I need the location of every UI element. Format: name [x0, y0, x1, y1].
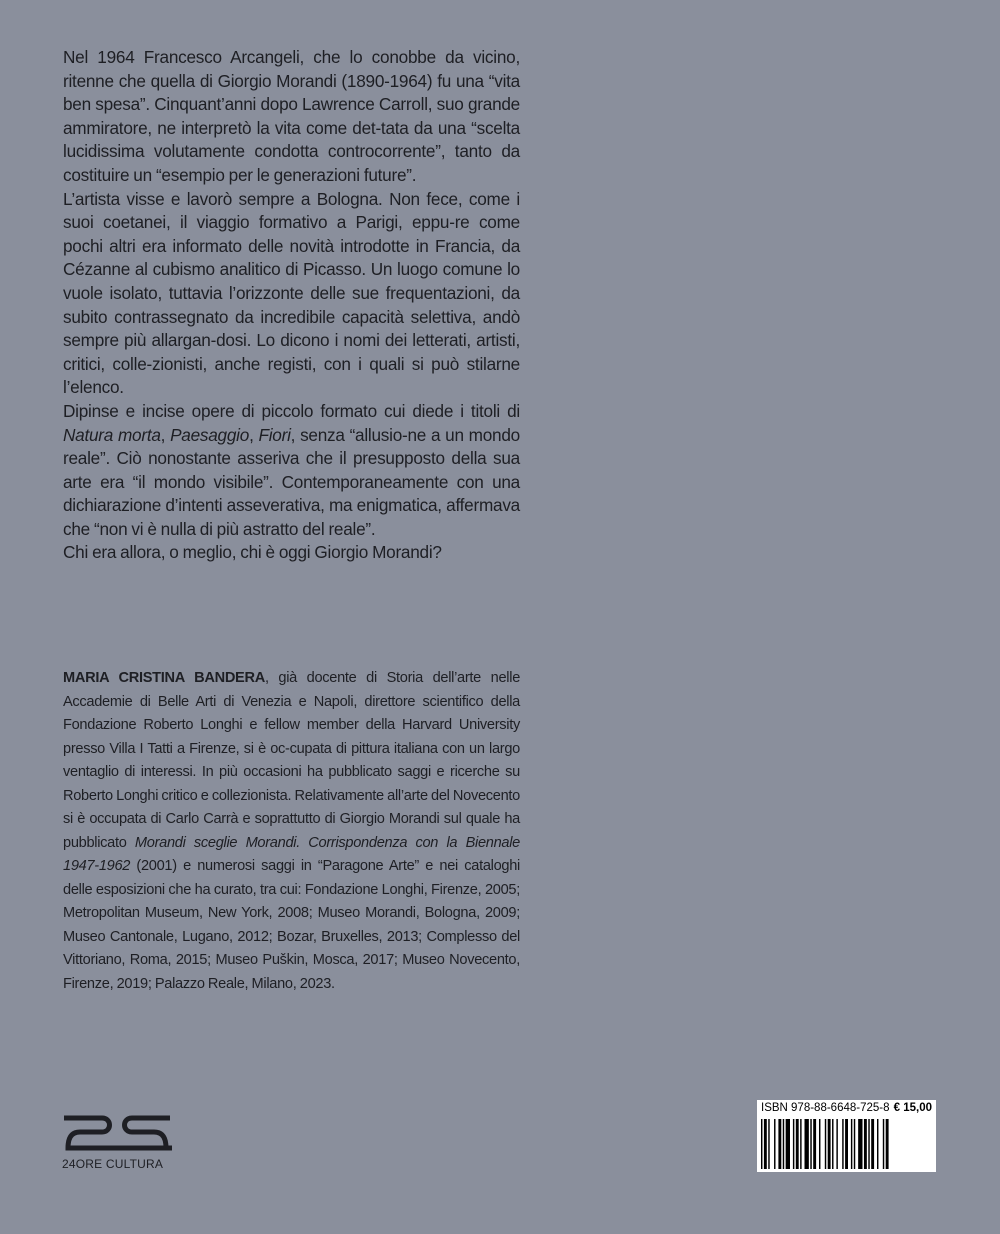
bio-text-start: , già docente di Storia dell’arte nelle Accademie di Belle Arti di Venezia e Napoli, direttore scientifico della Fondazione Roberto Longhi e fellow member della Harvard University presso Villa I Tatti a Firenze, si è oc-cupata di pittura italiana con un largo ventaglio di interessi. In più occasioni ha pubblicato saggi e ricerche su Roberto Longhi critico e collezionista. Relativamente all’arte del Novecento si è occupata di Carlo Carrà e soprattutto di Giorgio Morandi sul quale ha pubblicato	[63, 670, 521, 851]
back-cover-text	[63, 46, 520, 565]
paragraph-3-end: , senza “allusio-ne a un mondo reale”. Ciò nonostante asseriva che il presupposto della sua arte era “il mondo visibile”. Contemporaneamente con una dichiarazione d’intenti asseverativa, ma enigmatica, affermava che “non vi è nulla di più astratto del reale”.	[63, 424, 520, 539]
author-name: MARIA CRISTINA BANDERA	[63, 670, 265, 686]
barcode-label	[757, 1100, 936, 1172]
separator: ,	[249, 424, 259, 445]
paragraph-4: Chi era allora, o meglio, chi è oggi Giorgio Morandi?	[63, 542, 442, 563]
separator: ,	[160, 424, 171, 445]
title-natura-morta: Natura morta	[63, 424, 161, 445]
author-bio	[63, 667, 520, 996]
isbn-line	[761, 1102, 932, 1114]
paragraph-3-start: Dipinse e incise opere di piccolo formato cui diede i titoli di	[63, 400, 520, 421]
barcode-icon	[760, 1119, 933, 1169]
title-paesaggio: Paesaggio	[170, 424, 250, 445]
publisher-name: 24ORE CULTURA	[62, 1157, 164, 1171]
price: € 15,00	[893, 1102, 932, 1114]
book-title: Morandi sceglie Morandi. Corrispondenza con la Biennale 1947-1962	[63, 834, 520, 874]
paragraph-2: L’artista visse e lavorò sempre a Bologna. Non fece, come i suoi coetanei, il viaggio formativo a Parigi, eppu-re come pochi altri era informato delle novità introdotte in Francia, da Cézanne al cubismo analitico di Picasso. Un luogo comune lo vuole isolato, tuttavia l’orizzonte delle sue frequentazioni, da subito contrassegnato da incredibile capacità selettiva, andò sempre più allargan-dosi. Lo dicono i nomi dei letterati, artisti, critici, colle-zionisti, anche registi, con i quali si può stilarne l’elenco.	[63, 188, 520, 398]
paragraph-3	[63, 400, 520, 542]
bio-text-end: (2001) e numerosi saggi in “Paragone Arte” e nei cataloghi delle esposizioni che ha curato, tra cui: Fondazione Longhi, Firenze, 2005; Metropolitan Museum, New York, 2008; Museo Morandi, Bologna, 2009; Museo Cantonale, Lugano, 2012; Bozar, Bruxelles, 2013; Complesso del Vittoriano, Roma, 2015; Museo Puškin, Mosca, 2017; Museo Novecento, Firenze, 2019; Palazzo Reale, Milano, 2023.	[63, 858, 520, 992]
isbn-number: ISBN 978-88-6648-725-8	[761, 1102, 890, 1114]
paragraph-1: Nel 1964 Francesco Arcangeli, che lo conobbe da vicino, ritenne che quella di Giorgio Morandi (1890-1964) fu una “vita ben spesa”. Cinquant’anni dopo Lawrence Carroll, suo grande ammiratore, ne interpretò la vita come det-tata da una “scelta lucidissima volutamente condotta controcorrente”, tanto da costituire un “esempio per le generazioni future”.	[63, 47, 520, 185]
title-fiori: Fiori	[258, 424, 291, 445]
